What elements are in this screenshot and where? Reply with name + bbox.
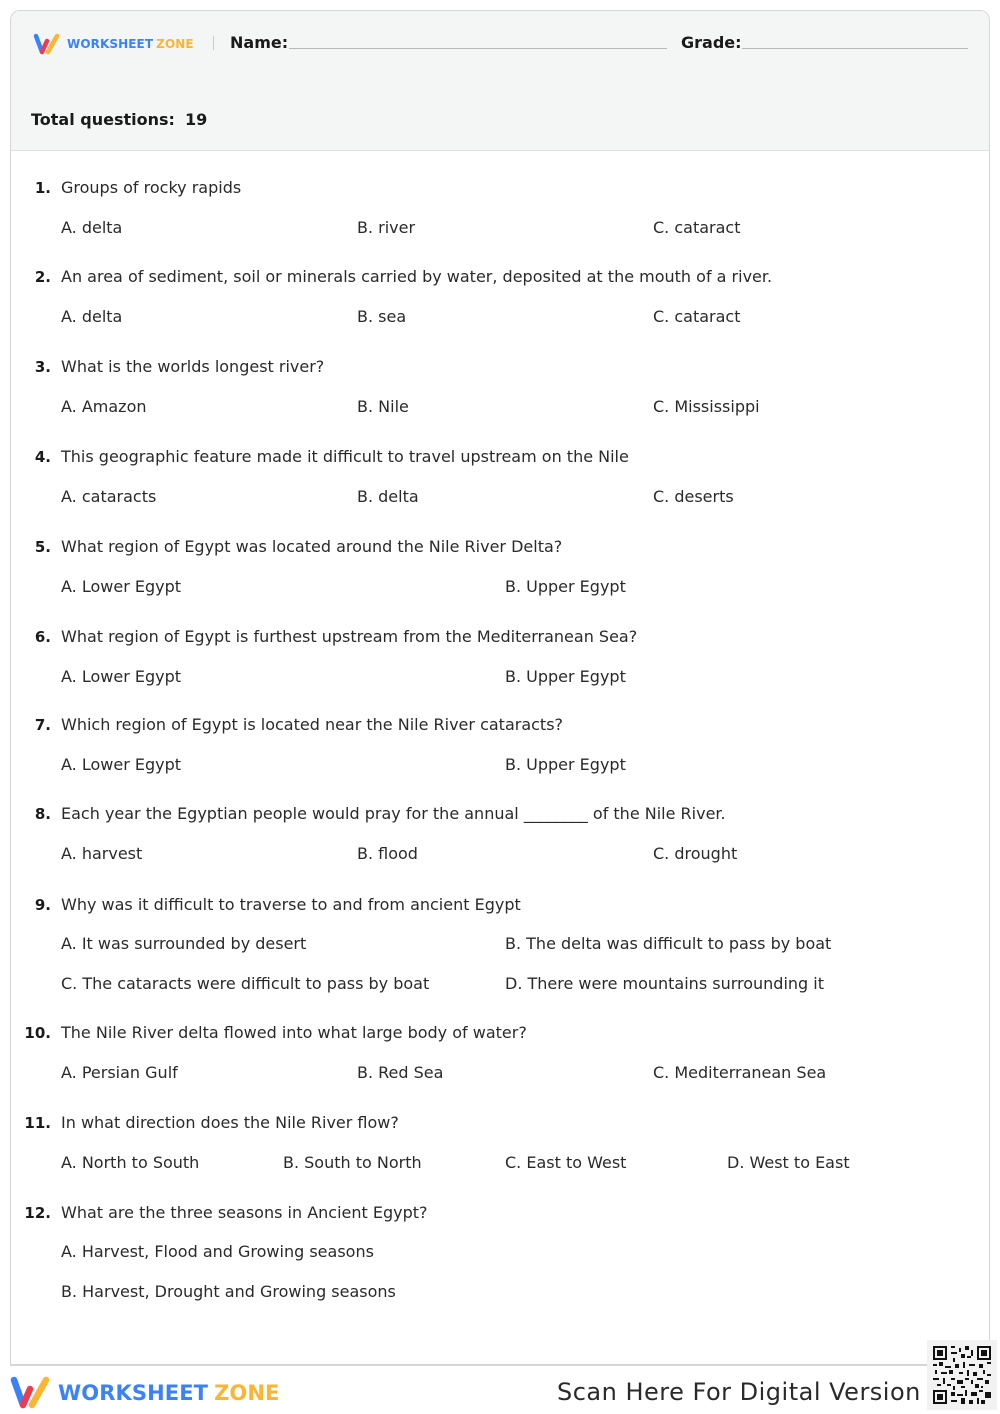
question-number: 5. — [34, 538, 51, 556]
question-number: 11. — [24, 1114, 51, 1132]
answer-option[interactable]: C. cataract — [653, 218, 741, 237]
answer-option[interactable]: C. East to West — [505, 1153, 627, 1172]
question-text: The Nile River delta flowed into what large body of water? — [61, 1023, 527, 1042]
answer-option[interactable]: A. Lower Egypt — [61, 577, 182, 596]
question-number: 7. — [34, 716, 51, 734]
answer-option[interactable]: B. Red Sea — [357, 1063, 444, 1082]
question-text: Why was it difficult to traverse to and from ancient Egypt — [61, 895, 521, 914]
answer-option[interactable]: B. sea — [357, 307, 407, 326]
scan-for-digital-text: Scan Here For Digital Version — [557, 1378, 921, 1406]
answer-option[interactable]: A. harvest — [61, 844, 143, 863]
answer-option[interactable]: A. cataracts — [61, 487, 157, 506]
question-text: Each year the Egyptian people would pray for the annual ________ of the Nile River. — [61, 804, 726, 823]
question-number: 8. — [34, 805, 51, 823]
answer-option[interactable]: B. Upper Egypt — [505, 577, 626, 596]
worksheet-zone-logo-icon — [10, 1376, 52, 1410]
footer-brand-logo — [10, 1376, 279, 1410]
answer-option[interactable]: A. North to South — [61, 1153, 200, 1172]
grade-label: Grade: — [681, 33, 742, 52]
answer-option[interactable]: B. flood — [357, 844, 418, 863]
answer-option[interactable]: C. cataract — [653, 307, 741, 326]
brand-wordmark: WORKSHEET ZONE — [67, 37, 194, 51]
answer-option[interactable]: A. Lower Egypt — [61, 755, 182, 774]
answer-option[interactable]: B. Upper Egypt — [505, 755, 626, 774]
answer-option[interactable]: C. Mississippi — [653, 397, 760, 416]
total-questions-label: Total questions: — [31, 110, 175, 129]
question-text: This geographic feature made it difficult to travel upstream on the Nile — [61, 447, 629, 466]
answer-option[interactable]: D. West to East — [727, 1153, 850, 1172]
answer-option[interactable]: A. Lower Egypt — [61, 667, 182, 686]
question-number: 1. — [34, 179, 51, 197]
answer-option[interactable]: A. It was surrounded by desert — [61, 934, 307, 953]
question-number: 3. — [34, 358, 51, 376]
question-text: Which region of Egypt is located near the Nile River cataracts? — [61, 715, 564, 734]
question-number: 10. — [24, 1024, 51, 1042]
brand-logo — [33, 33, 194, 55]
question-text: In what direction does the Nile River flow? — [61, 1113, 399, 1132]
question-number: 4. — [34, 448, 51, 466]
question-number: 6. — [34, 628, 51, 646]
worksheet-header — [11, 11, 989, 151]
answer-option[interactable]: B. The delta was difficult to pass by boat — [505, 934, 832, 953]
answer-option[interactable]: B. delta — [357, 487, 419, 506]
answer-option[interactable]: B. Upper Egypt — [505, 667, 626, 686]
total-questions-count: 19 — [184, 110, 208, 129]
total-questions — [31, 110, 207, 129]
worksheet-zone-logo-icon — [33, 33, 63, 55]
worksheet-page — [10, 10, 990, 1366]
answer-option[interactable]: B. Nile — [357, 397, 409, 416]
question-text: An area of sediment, soil or minerals carried by water, deposited at the mouth of a river. — [61, 267, 773, 286]
answer-option[interactable]: B. Harvest, Drought and Growing seasons — [61, 1282, 396, 1301]
name-field[interactable] — [289, 48, 667, 49]
answer-option[interactable]: C. drought — [653, 844, 738, 863]
question-text: What region of Egypt was located around the Nile River Delta? — [61, 537, 563, 556]
answer-option[interactable]: D. There were mountains surrounding it — [505, 974, 825, 993]
name-label: Name: — [230, 33, 289, 52]
answer-option[interactable]: A. delta — [61, 307, 123, 326]
qr-code[interactable] — [927, 1340, 997, 1410]
answer-option[interactable]: B. river — [357, 218, 416, 237]
answer-option[interactable]: C. The cataracts were difficult to pass by boat — [61, 974, 430, 993]
question-text: What is the worlds longest river? — [61, 357, 325, 376]
answer-option[interactable]: C. deserts — [653, 487, 734, 506]
question-text: What are the three seasons in Ancient Egypt? — [61, 1203, 428, 1222]
question-text: What region of Egypt is furthest upstream from the Mediterranean Sea? — [61, 627, 638, 646]
answer-option[interactable]: A. delta — [61, 218, 123, 237]
brand-wordmark: WORKSHEET ZONE — [58, 1381, 280, 1405]
answer-option[interactable]: B. South to North — [283, 1153, 422, 1172]
grade-field[interactable] — [742, 48, 968, 49]
question-number: 12. — [24, 1204, 51, 1222]
answer-option[interactable]: C. Mediterranean Sea — [653, 1063, 827, 1082]
answer-option[interactable]: A. Amazon — [61, 397, 147, 416]
question-text: Groups of rocky rapids — [61, 178, 242, 197]
logo-separator — [213, 36, 214, 50]
question-number: 9. — [34, 896, 51, 914]
question-number: 2. — [34, 268, 51, 286]
answer-option[interactable]: A. Harvest, Flood and Growing seasons — [61, 1242, 374, 1261]
qr-code-icon — [933, 1346, 991, 1404]
answer-option[interactable]: A. Persian Gulf — [61, 1063, 178, 1082]
